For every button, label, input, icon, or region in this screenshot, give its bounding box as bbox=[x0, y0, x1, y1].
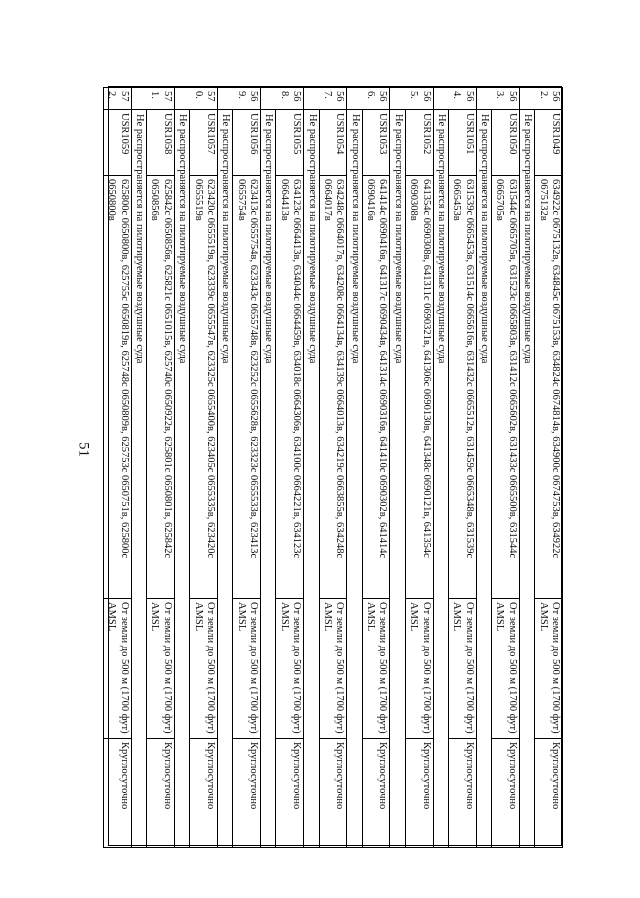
zone-coordinates: 623420c 0655519в, 623339c 0655547в, 623325c 0655400в, 623405c 0655335в, 623420c 0655519в bbox=[190, 176, 218, 599]
zone-time: Круглосуточно bbox=[449, 739, 477, 848]
zone-note: Не распространяется на пилотируемые воздушные суда bbox=[433, 110, 448, 848]
zone-coordinates: 631539c 0665453в, 631514c 0665616в, 631432c 0665512в, 631459c 0665348в, 631539c 0665453в bbox=[449, 176, 477, 599]
table-row bbox=[319, 88, 347, 848]
note-row bbox=[131, 88, 146, 848]
table-row bbox=[190, 88, 218, 848]
row-number: 568. bbox=[261, 88, 304, 110]
note-row bbox=[433, 88, 448, 848]
zone-id: USR1053 bbox=[362, 110, 390, 176]
zone-coordinates: 641354c 0690308в, 641311c 0690321в, 641306c 0690130в, 641348c 0690121в, 641354c 0690308в bbox=[405, 176, 433, 599]
zones-table-frame bbox=[108, 86, 562, 846]
zone-altitude: От земли до 500 м (1700 фут) AMSL bbox=[190, 599, 218, 739]
table-row bbox=[276, 88, 304, 848]
row-number: 565. bbox=[390, 88, 433, 110]
zone-id: USR1056 bbox=[233, 110, 261, 176]
row-number: 569. bbox=[218, 88, 261, 110]
table-row bbox=[147, 88, 175, 848]
zone-note: Не распространяется на пилотируемые воздушные суда bbox=[390, 110, 405, 848]
table-body bbox=[104, 88, 563, 848]
table-row bbox=[104, 88, 132, 848]
zone-altitude: От земли до 500 м (1700 фут) AMSL bbox=[362, 599, 390, 739]
zone-note: Не распространяется на пилотируемые воздушные суда bbox=[519, 110, 534, 848]
zone-id: USR1049 bbox=[535, 110, 563, 176]
row-number: 567. bbox=[304, 88, 347, 110]
zone-coordinates: 631544c 0665705в, 631523c 0665803в, 631412c 0665602в, 631433c 0665500в, 631544c 0665705в bbox=[492, 176, 520, 599]
restricted-zones-table bbox=[103, 87, 563, 848]
zone-note: Не распространяется на пилотируемые воздушные суда bbox=[131, 110, 146, 848]
zone-time: Круглосуточно bbox=[492, 739, 520, 848]
zone-altitude: От земли до 500 м (1700 фут) AMSL bbox=[405, 599, 433, 739]
zone-note: Не распространяется на пилотируемые воздушные суда bbox=[261, 110, 276, 848]
row-number: 563. bbox=[476, 88, 519, 110]
page-number: 51 bbox=[75, 442, 92, 457]
zone-altitude: От земли до 500 м (1700 фут) AMSL bbox=[233, 599, 261, 739]
table-row bbox=[492, 88, 520, 848]
table-row bbox=[362, 88, 390, 848]
zone-time: Круглосуточно bbox=[104, 739, 132, 848]
zone-coordinates: 641414c 0690416в, 641317c 0690434в, 641314c 0690316в, 641410c 0690302в, 641414c 0690416в bbox=[362, 176, 390, 599]
note-row bbox=[519, 88, 534, 848]
row-number: 564. bbox=[433, 88, 476, 110]
table-row bbox=[405, 88, 433, 848]
table-row bbox=[233, 88, 261, 848]
zone-altitude: От земли до 500 м (1700 фут) AMSL bbox=[104, 599, 132, 739]
zone-id: USR1058 bbox=[147, 110, 175, 176]
zone-id: USR1059 bbox=[104, 110, 132, 176]
zone-altitude: От земли до 500 м (1700 фут) AMSL bbox=[449, 599, 477, 739]
zone-coordinates: 625842c 0650856в, 625821c 0651015в, 625740c 0650922в, 625801c 0650801в, 625842c 0650856в bbox=[147, 176, 175, 599]
zone-id: USR1050 bbox=[492, 110, 520, 176]
zone-id: USR1052 bbox=[405, 110, 433, 176]
zone-coordinates: 623413c 0655754в, 623343c 0655748в, 623252c 0655628в, 623323c 0655533в, 623413c 0655754в bbox=[233, 176, 261, 599]
table-row bbox=[535, 88, 563, 848]
zone-time: Круглосуточно bbox=[362, 739, 390, 848]
note-row bbox=[261, 88, 276, 848]
zone-note: Не распространяется на пилотируемые воздушные суда bbox=[476, 110, 491, 848]
zone-time: Круглосуточно bbox=[147, 739, 175, 848]
zone-coordinates: 625800c 0650800в, 625755c 0650819в, 625748c 0650809в, 625753c 0650751в, 625800c 0650800в bbox=[104, 176, 132, 599]
zone-time: Круглосуточно bbox=[535, 739, 563, 848]
zone-coordinates: 634922c 0675132в, 634845c 0675153в, 634824c 0674814в, 634900c 0674753в, 634922c 0675132в bbox=[535, 176, 563, 599]
zone-note: Не распространяется на пилотируемые воздушные суда bbox=[304, 110, 319, 848]
zone-altitude: От земли до 500 м (1700 фут) AMSL bbox=[319, 599, 347, 739]
zone-time: Круглосуточно bbox=[233, 739, 261, 848]
zone-time: Круглосуточно bbox=[190, 739, 218, 848]
zone-note: Не распространяется на пилотируемые воздушные суда bbox=[174, 110, 189, 848]
note-row bbox=[390, 88, 405, 848]
zone-time: Круглосуточно bbox=[276, 739, 304, 848]
zone-coordinates: 634123c 0664413в, 634044c 0664459в, 634018c 0664306в, 634100c 0664221в, 634123c 0664413в bbox=[276, 176, 304, 599]
row-number: 571. bbox=[131, 88, 174, 110]
note-row bbox=[476, 88, 491, 848]
row-number: 572. bbox=[104, 88, 132, 110]
note-row bbox=[304, 88, 319, 848]
zone-id: USR1055 bbox=[276, 110, 304, 176]
rotated-table-container bbox=[106, 87, 563, 847]
row-number: 562. bbox=[519, 88, 562, 110]
note-row bbox=[218, 88, 233, 848]
zone-note: Не распространяется на пилотируемые воздушные суда bbox=[218, 110, 233, 848]
row-number: 570. bbox=[174, 88, 217, 110]
zone-altitude: От земли до 500 м (1700 фут) AMSL bbox=[535, 599, 563, 739]
zone-time: Круглосуточно bbox=[319, 739, 347, 848]
zone-altitude: От земли до 500 м (1700 фут) AMSL bbox=[492, 599, 520, 739]
zone-time: Круглосуточно bbox=[405, 739, 433, 848]
note-row bbox=[347, 88, 362, 848]
row-number: 566. bbox=[347, 88, 390, 110]
zone-coordinates: 634248c 0664017в, 634208c 0664134в, 634139c 0664013в, 634219c 0663855в, 634248c 0664017в bbox=[319, 176, 347, 599]
zone-id: USR1051 bbox=[449, 110, 477, 176]
zone-id: USR1054 bbox=[319, 110, 347, 176]
note-row bbox=[174, 88, 189, 848]
zone-altitude: От земли до 500 м (1700 фут) AMSL bbox=[276, 599, 304, 739]
zone-note: Не распространяется на пилотируемые воздушные суда bbox=[347, 110, 362, 848]
table-row bbox=[449, 88, 477, 848]
zone-id: USR1057 bbox=[190, 110, 218, 176]
zone-altitude: От земли до 500 м (1700 фут) AMSL bbox=[147, 599, 175, 739]
